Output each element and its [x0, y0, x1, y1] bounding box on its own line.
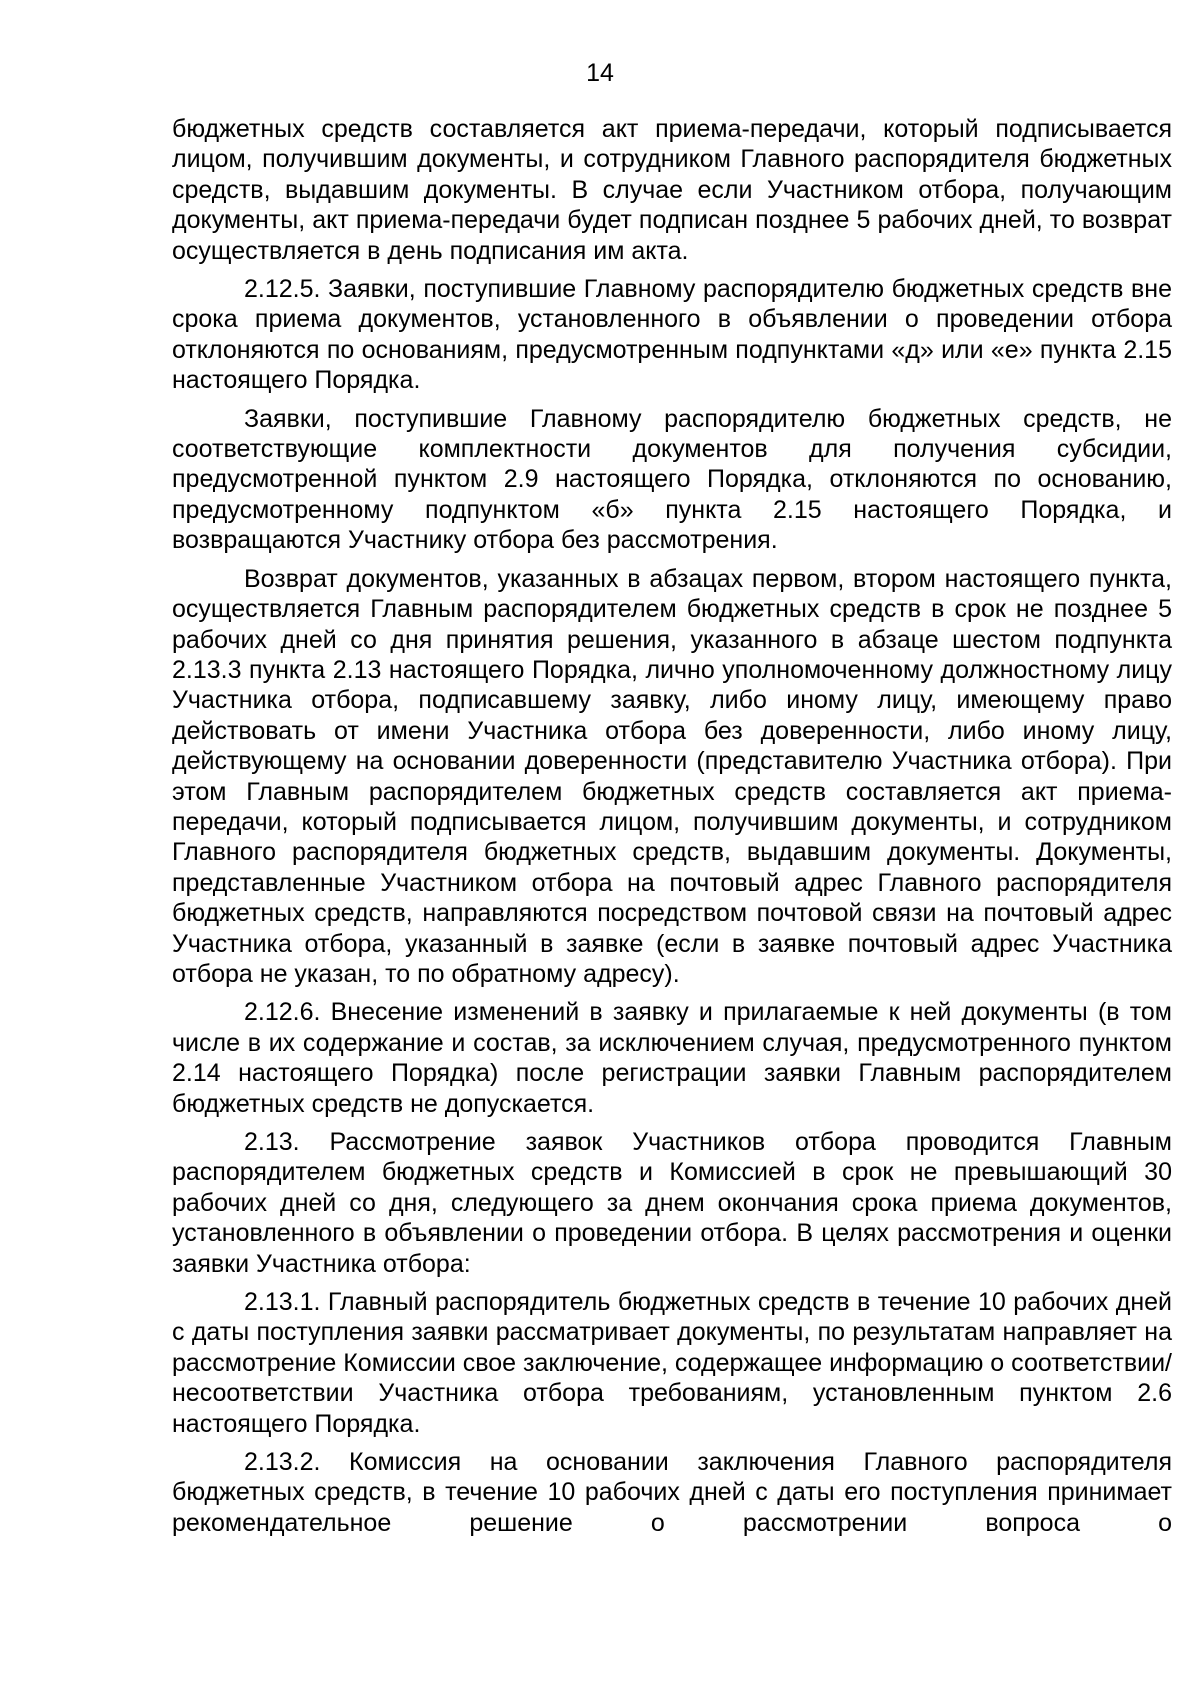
paragraph-continuation: бюджетных средств составляется акт приема-передачи, который подписывается лицом, получившим документы, и сотрудником Главного распорядителя бюджетных средств, выдавшим документы. В случае если Участником отбора, получающим документы, акт приема-передачи будет подписан позднее 5 рабочих дней, то возврат осуществляется в день подписания им акта. [172, 115, 1172, 265]
page-number: 14 [586, 59, 614, 87]
paragraph-document-return: Возврат документов, указанных в абзацах первом, втором настоящего пункта, осуществляется Главным распорядителем бюджетных средств в срок не позднее 5 рабочих дней со дня принятия решения, указанного в абзаце шестом подпункта 2.13.3 пункта 2.13 настоящего Порядка, лично уполномоченному должностному лицу Участника отбора, подписавшему заявку, либо иному лицу, имеющему право действовать от имени Участника отбора без доверенности, либо иному лицу, действующему на основании доверенности (представителю Участника отбора). При этом Главным распорядителем бюджетных средств составляется акт приема-передачи, который подписывается лицом, получившим документы, и сотрудником Главного распорядителя бюджетных средств, выдавшим документы. Документы, представленные Участником отбора на почтовый адрес Главного распорядителя бюджетных средств, направляются посредством почтовой связи на почтовый адрес Участника отбора, указанный в заявке (если в заявке почтовый адрес Участника отбора не указан, то по обратному адресу). [172, 564, 1172, 988]
paragraph-2-13-1: 2.13.1. Главный распорядитель бюджетных средств в течение 10 рабочих дней с даты поступления заявки рассматривает документы, по результатам направляет на рассмотрение Комиссии свое заключение, содержащее информацию о соответствии/несоответствии Участника отбора требованиям, установленным пунктом 2.6 настоящего Порядка. [172, 1288, 1172, 1438]
paragraph-incomplete-applications: Заявки, поступившие Главному распорядителю бюджетных средств, не соответствующие комплектности документов для получения субсидии, предусмотренной пунктом 2.9 настоящего Порядка, отклоняются по основанию, предусмотренному подпунктом «б» пункта 2.15 настоящего Порядка, и возвращаются Участнику отбора без рассмотрения. [172, 404, 1172, 555]
document-body [172, 114, 1172, 1546]
paragraph-2-12-6: 2.12.6. Внесение изменений в заявку и прилагаемые к ней документы (в том числе в их содержание и состав, за исключением случая, предусмотренного пунктом 2.14 настоящего Порядка) после регистрации заявки Главным распорядителем бюджетных средств не допускается. [172, 998, 1172, 1118]
paragraph-2-12-5: 2.12.5. Заявки, поступившие Главному распорядителю бюджетных средств вне срока приема документов, установленного в объявлении о проведении отбора отклоняются по основаниям, предусмотренным подпунктами «д» или «е» пункта 2.15 настоящего Порядка. [172, 275, 1172, 395]
paragraph-2-13-2: 2.13.2. Комиссия на основании заключения Главного распорядителя бюджетных средств, в течение 10 рабочих дней с даты его поступления принимает рекомендательное решение о рассмотрении вопроса о [172, 1448, 1172, 1537]
paragraph-2-13: 2.13. Рассмотрение заявок Участников отбора проводится Главным распорядителем бюджетных средств и Комиссией в срок не превышающий 30 рабочих дней со дня, следующего за днем окончания срока приема документов, установленного в объявлении о проведении отбора. В целях рассмотрения и оценки заявки Участника отбора: [172, 1128, 1172, 1278]
